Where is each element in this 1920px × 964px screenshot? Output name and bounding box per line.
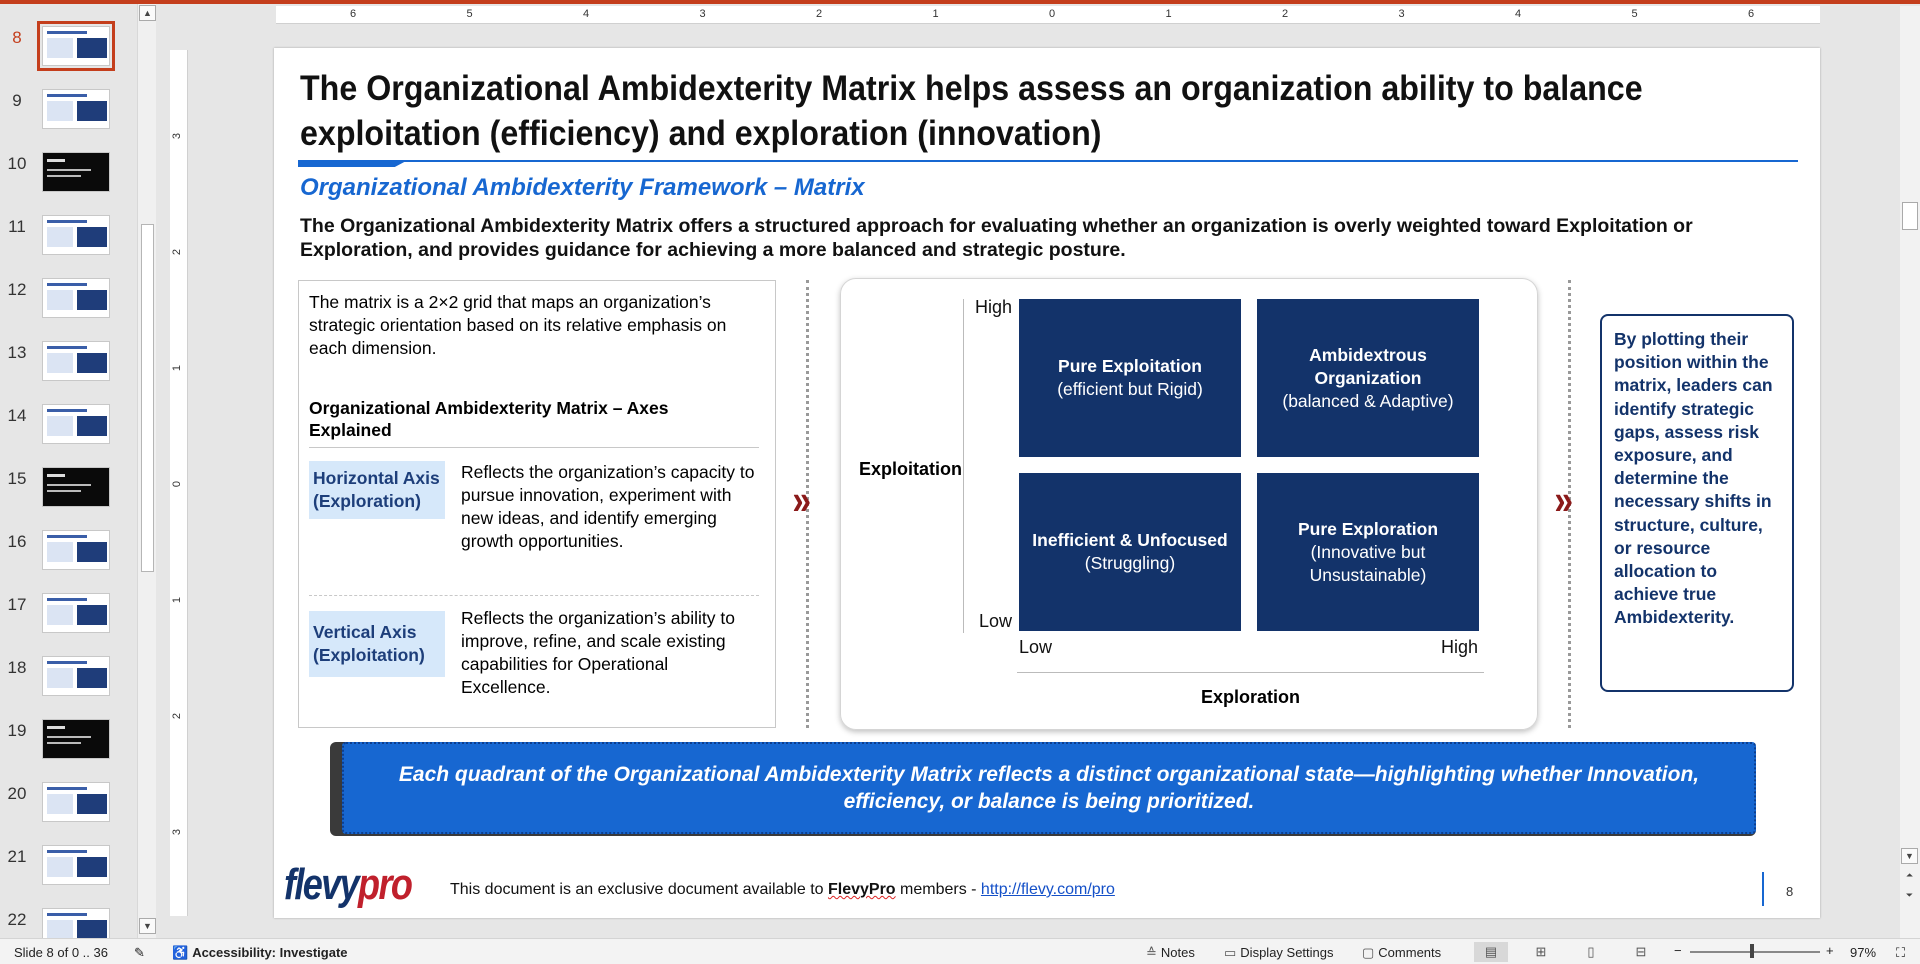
notes-icon: ≙ (1146, 945, 1157, 960)
ruler-mark: 3 (1398, 8, 1405, 20)
logo-part-pro: pro (358, 860, 412, 909)
ruler-mark: 1 (932, 8, 939, 20)
ruler-mark: 6 (350, 8, 357, 20)
slide-subtitle[interactable]: Organizational Ambidexterity Framework – Matrix (300, 174, 865, 201)
slide-thumbnail[interactable] (0, 215, 135, 275)
zoom-level[interactable]: 97% (1850, 945, 1877, 960)
axes-dashed-divider (309, 595, 759, 596)
slide-thumbnails-pane[interactable] (0, 4, 135, 938)
slide-thumbnail-image[interactable] (42, 845, 110, 885)
quadrant-text (1025, 529, 1235, 575)
display-settings-label: Display Settings (1240, 945, 1334, 960)
vertical-axis-tag: Vertical Axis (Exploitation) (309, 611, 445, 677)
slide-thumbnail-number: 12 (7, 280, 27, 299)
slide-thumbnail-number: 11 (8, 217, 26, 236)
leader-insight-box[interactable]: By plotting their position within the matrix, leaders can identify strategic gaps, assess risk exposure, and determine the necessary shifts in structure, culture, or resource allocation to achieve true Ambidexterity. (1600, 314, 1794, 692)
thumbnail-content (47, 920, 73, 938)
thumbnail-content (77, 353, 107, 373)
thumbnail-content (47, 220, 87, 223)
comments-label: Comments (1378, 945, 1442, 960)
normal-view-button[interactable]: ▤ (1474, 942, 1508, 962)
ruler-mark: 4 (1515, 8, 1522, 20)
accessibility-button[interactable] (172, 945, 348, 961)
chevron-right-icon: » (1554, 476, 1574, 523)
thumbnail-content (77, 605, 107, 625)
matrix-y-axis-label: Exploitation (859, 459, 962, 479)
slide-title[interactable]: The Organizational Ambidexterity Matrix helps assess an organization ability to balance exploitation (efficiency) and exploration (innovation) (300, 69, 1643, 153)
horizontal-ruler (276, 6, 1820, 24)
status-bar (0, 938, 1920, 964)
thumbnail-content (77, 38, 107, 58)
slide-sorter-button[interactable]: ⊞ (1535, 944, 1547, 959)
thumbnail-content (47, 346, 87, 349)
slide-thumbnail[interactable] (0, 278, 135, 338)
thumbnail-content (47, 290, 73, 310)
footer-brand: FlevyPro (827, 881, 896, 898)
slide-thumbnail[interactable] (0, 593, 135, 653)
thumbnail-content (77, 227, 107, 247)
thumbnail-content (47, 159, 65, 162)
thumbnail-content (47, 668, 73, 688)
slide-thumbnail-number: 17 (7, 595, 27, 614)
slide-thumbnail-number: 14 (7, 406, 27, 425)
thumbnail-content (47, 169, 91, 171)
slide-thumbnail-number: 19 (7, 721, 27, 740)
slide-thumbnail-number: 22 (7, 910, 27, 929)
thumbnail-content (47, 490, 81, 492)
slide-thumbnail-image[interactable] (42, 656, 110, 696)
slide-intro-text[interactable]: The Organizational Ambidexterity Matrix offers a structured approach for evaluating whether an organization is overly weighted toward Exploitation or Exploration, and provides guidance for achieving a more balanced and strategic posture. (300, 215, 1693, 261)
thumbnails-scroll-thumb[interactable] (141, 224, 154, 572)
slide-thumbnail-number: 15 (7, 469, 27, 488)
display-icon: ▭ (1224, 945, 1237, 960)
ruler-mark: 5 (466, 8, 473, 20)
window-top-accent (0, 0, 1920, 4)
title-accent-bar (298, 160, 408, 167)
thumbnail-content (47, 38, 73, 58)
thumbnail-content (77, 668, 107, 688)
quadrant-subtitle: (balanced & Adaptive) (1282, 390, 1454, 411)
horizontal-axis-description: Reflects the organization’s capacity to pursue innovation, experiment with new ideas, and identify emerging growth opportunities. (461, 462, 755, 551)
slide-thumbnail-number: 8 (12, 28, 22, 47)
ruler-mark: 1 (171, 596, 184, 604)
next-slide-icon[interactable]: ⏷ (1905, 890, 1914, 900)
x-axis-low-label: Low (1019, 637, 1053, 657)
thumbnail-content (77, 542, 107, 562)
thumbnail-content (77, 857, 107, 877)
quadrant-title: Pure Exploitation (1058, 356, 1202, 376)
slide-thumbnail[interactable] (0, 89, 135, 149)
thumbnail-content (77, 794, 107, 814)
slide-thumbnail[interactable] (0, 782, 135, 842)
zoom-slider-knob[interactable] (1750, 944, 1754, 958)
slide-thumbnail-number: 16 (7, 532, 27, 551)
thumbnail-content (47, 484, 91, 486)
ruler-mark: 3 (171, 132, 184, 140)
thumbnails-scrollbar[interactable] (137, 4, 156, 938)
ruler-mark: 5 (1631, 8, 1638, 20)
accessibility-label: Accessibility: Investigate (192, 945, 348, 960)
quadrant-ambidextrous-organization (1257, 299, 1479, 457)
y-axis-high-label: High (975, 297, 1013, 317)
slide-thumbnail[interactable] (0, 467, 135, 527)
flevypro-logo (284, 860, 411, 910)
quadrant-inefficient-unfocused (1019, 473, 1241, 631)
slide-thumbnail-number: 9 (12, 91, 22, 110)
quadrant-pure-exploitation (1019, 299, 1241, 457)
ruler-mark: 2 (171, 712, 184, 720)
thumbnail-content (77, 290, 107, 310)
slide-thumbnail[interactable] (0, 530, 135, 590)
ruler-mark: 0 (1049, 8, 1056, 20)
thumbnail-content (47, 736, 91, 738)
quadrant-subtitle: (Struggling) (1084, 553, 1176, 573)
comments-button[interactable] (1362, 945, 1441, 961)
slide-thumbnail-image[interactable] (42, 593, 110, 633)
slide-thumbnail-image[interactable] (42, 89, 110, 129)
comment-icon: ▢ (1362, 945, 1375, 960)
thumbnail-content (47, 542, 73, 562)
quadrant-subtitle: (Innovative but Unsustainable) (1309, 541, 1427, 585)
reading-view-button[interactable]: ▯ (1587, 944, 1595, 959)
slide-thumbnail[interactable] (0, 656, 135, 716)
slide-thumbnail-image[interactable] (42, 26, 110, 66)
axes-divider (309, 447, 759, 448)
footer-text (450, 881, 1115, 899)
slide-thumbnail[interactable] (0, 404, 135, 464)
thumbnail-content (47, 850, 87, 853)
thumbnail-content (47, 175, 81, 177)
thumbnail-content (47, 913, 87, 916)
thumbnail-content (77, 101, 107, 121)
zoom-slider[interactable] (1690, 951, 1820, 953)
slide-thumbnail-number: 18 (7, 658, 27, 677)
thumbnail-content (47, 474, 65, 477)
slide-thumbnail-image[interactable] (42, 908, 110, 938)
notes-label: Notes (1160, 945, 1195, 960)
thumbnail-content (47, 283, 87, 286)
footer-link[interactable]: http://flevy.com/pro (980, 881, 1115, 898)
axes-heading: Organizational Ambidexterity Matrix – Axes Explained (309, 398, 669, 440)
slide-thumbnail[interactable] (0, 26, 135, 86)
slide-thumbnail[interactable] (0, 152, 135, 212)
ruler-mark: 2 (816, 8, 823, 20)
vertical-axis-description: Reflects the organization’s ability to improve, refine, and scale existing capabilities for Operational Excellence. (461, 608, 735, 697)
ruler-mark: 3 (699, 8, 706, 20)
thumbnail-content (77, 920, 107, 938)
ruler-mark: 3 (171, 828, 184, 836)
quadrant-subtitle: (efficient but Rigid) (1057, 379, 1203, 399)
slide-thumbnail-number: 21 (7, 847, 27, 866)
matrix-description: The matrix is a 2×2 grid that maps an organization’s strategic orientation based on its relative emphasis on each dimension. (309, 292, 727, 358)
ruler-mark: 1 (1165, 8, 1172, 20)
accessibility-icon: ♿ (172, 945, 189, 960)
slide-thumbnail-image[interactable] (42, 278, 110, 318)
thumbnail-content (47, 598, 87, 601)
spell-check-icon[interactable]: ✎ (134, 945, 145, 960)
matrix-y-axis-line (963, 299, 964, 633)
thumbnail-content (47, 794, 73, 814)
chevron-right-icon: » (792, 476, 812, 523)
thumbnail-content (47, 742, 81, 744)
ruler-mark: 4 (583, 8, 590, 20)
axes-explanation-box[interactable] (298, 280, 776, 728)
thumbnail-content (47, 31, 87, 34)
ambidexterity-matrix[interactable] (840, 278, 1538, 730)
scroll-down-button[interactable]: ▼ (139, 918, 156, 934)
slide-thumbnail-image[interactable] (42, 215, 110, 255)
ruler-mark: 2 (1282, 8, 1289, 20)
slide-scrollbar[interactable] (1900, 6, 1920, 938)
slide-thumbnail-image[interactable] (42, 341, 110, 381)
slide-counter[interactable]: Slide 8 of 0 .. 36 (14, 945, 108, 960)
page-number-rule (1762, 872, 1764, 906)
quadrant-pure-exploration (1257, 473, 1479, 631)
thumbnail-content (47, 353, 73, 373)
slide-thumbnail[interactable] (0, 908, 135, 938)
slide-thumbnail-image[interactable] (42, 530, 110, 570)
quadrant-title: Pure Exploration (1297, 518, 1439, 539)
previous-slide-icon[interactable]: ⏶ (1905, 870, 1914, 880)
thumbnail-content (47, 94, 87, 97)
slide-page-number: 8 (1786, 884, 1794, 899)
thumbnail-content (47, 605, 73, 625)
slide-scroll-thumb[interactable] (1902, 202, 1918, 230)
x-axis-high-label: High (1441, 637, 1479, 657)
ruler-mark: 1 (171, 364, 184, 372)
thumbnail-content (47, 661, 87, 664)
thumbnail-content (47, 535, 87, 538)
slide-show-button[interactable]: ⊟ (1635, 944, 1647, 959)
slide-thumbnail[interactable] (0, 845, 135, 905)
matrix-x-axis-line (1017, 672, 1484, 673)
thumbnail-content (47, 857, 73, 877)
scroll-up-button[interactable]: ▲ (139, 5, 156, 21)
thumbnail-content (47, 409, 87, 412)
ruler-mark: 0 (171, 480, 184, 488)
slide-thumbnail-image[interactable] (42, 719, 110, 759)
quadrant-title: Inefficient & Unfocused (1032, 530, 1228, 550)
slide-thumbnail[interactable] (0, 719, 135, 779)
footer-prefix: This document is an exclusive document available to (450, 881, 828, 898)
thumbnail-content (47, 726, 65, 729)
thumbnail-content (47, 787, 87, 790)
summary-banner[interactable]: Each quadrant of the Organizational Ambidexterity Matrix reflects a distinct organizational state—highlighting whether Innovation, efficiency, or balance is being prioritized. (342, 742, 1756, 834)
thumbnail-content (47, 101, 73, 121)
zoom-out-icon[interactable]: − (1674, 943, 1682, 958)
ruler-mark: 6 (1748, 8, 1755, 20)
y-axis-low-label: Low (979, 611, 1013, 631)
slide-thumbnail-image[interactable] (42, 467, 110, 507)
slide-thumbnail-image[interactable] (42, 152, 110, 192)
display-settings-button[interactable] (1224, 945, 1334, 961)
footer-middle: members - (895, 881, 981, 898)
matrix-x-axis-label: Exploration (1200, 687, 1300, 707)
slide-thumbnail-number: 20 (7, 784, 27, 803)
horizontal-axis-tag: Horizontal Axis (Exploration) (309, 461, 445, 519)
zoom-in-icon[interactable]: + (1826, 943, 1834, 958)
slide-thumbnail-image[interactable] (42, 404, 110, 444)
quadrant-title: Ambidextrous Organization (1309, 344, 1427, 388)
notes-button[interactable] (1146, 945, 1195, 961)
fit-to-window-icon[interactable]: ⛶ (1896, 945, 1906, 960)
slide-thumbnail-number: 10 (7, 154, 27, 173)
title-underline (298, 160, 1798, 162)
slide-thumbnail-image[interactable] (42, 782, 110, 822)
scroll-down-button[interactable]: ▼ (1901, 848, 1918, 864)
thumbnail-content (47, 227, 73, 247)
thumbnail-content (47, 416, 73, 436)
thumbnail-content (77, 416, 107, 436)
vertical-ruler (170, 50, 188, 916)
ruler-mark: 2 (171, 248, 184, 256)
slide-canvas[interactable] (274, 48, 1820, 918)
slide-thumbnail[interactable] (0, 341, 135, 401)
logo-part-flevy: flevy (284, 860, 359, 909)
slide-thumbnail-number: 13 (7, 343, 27, 362)
